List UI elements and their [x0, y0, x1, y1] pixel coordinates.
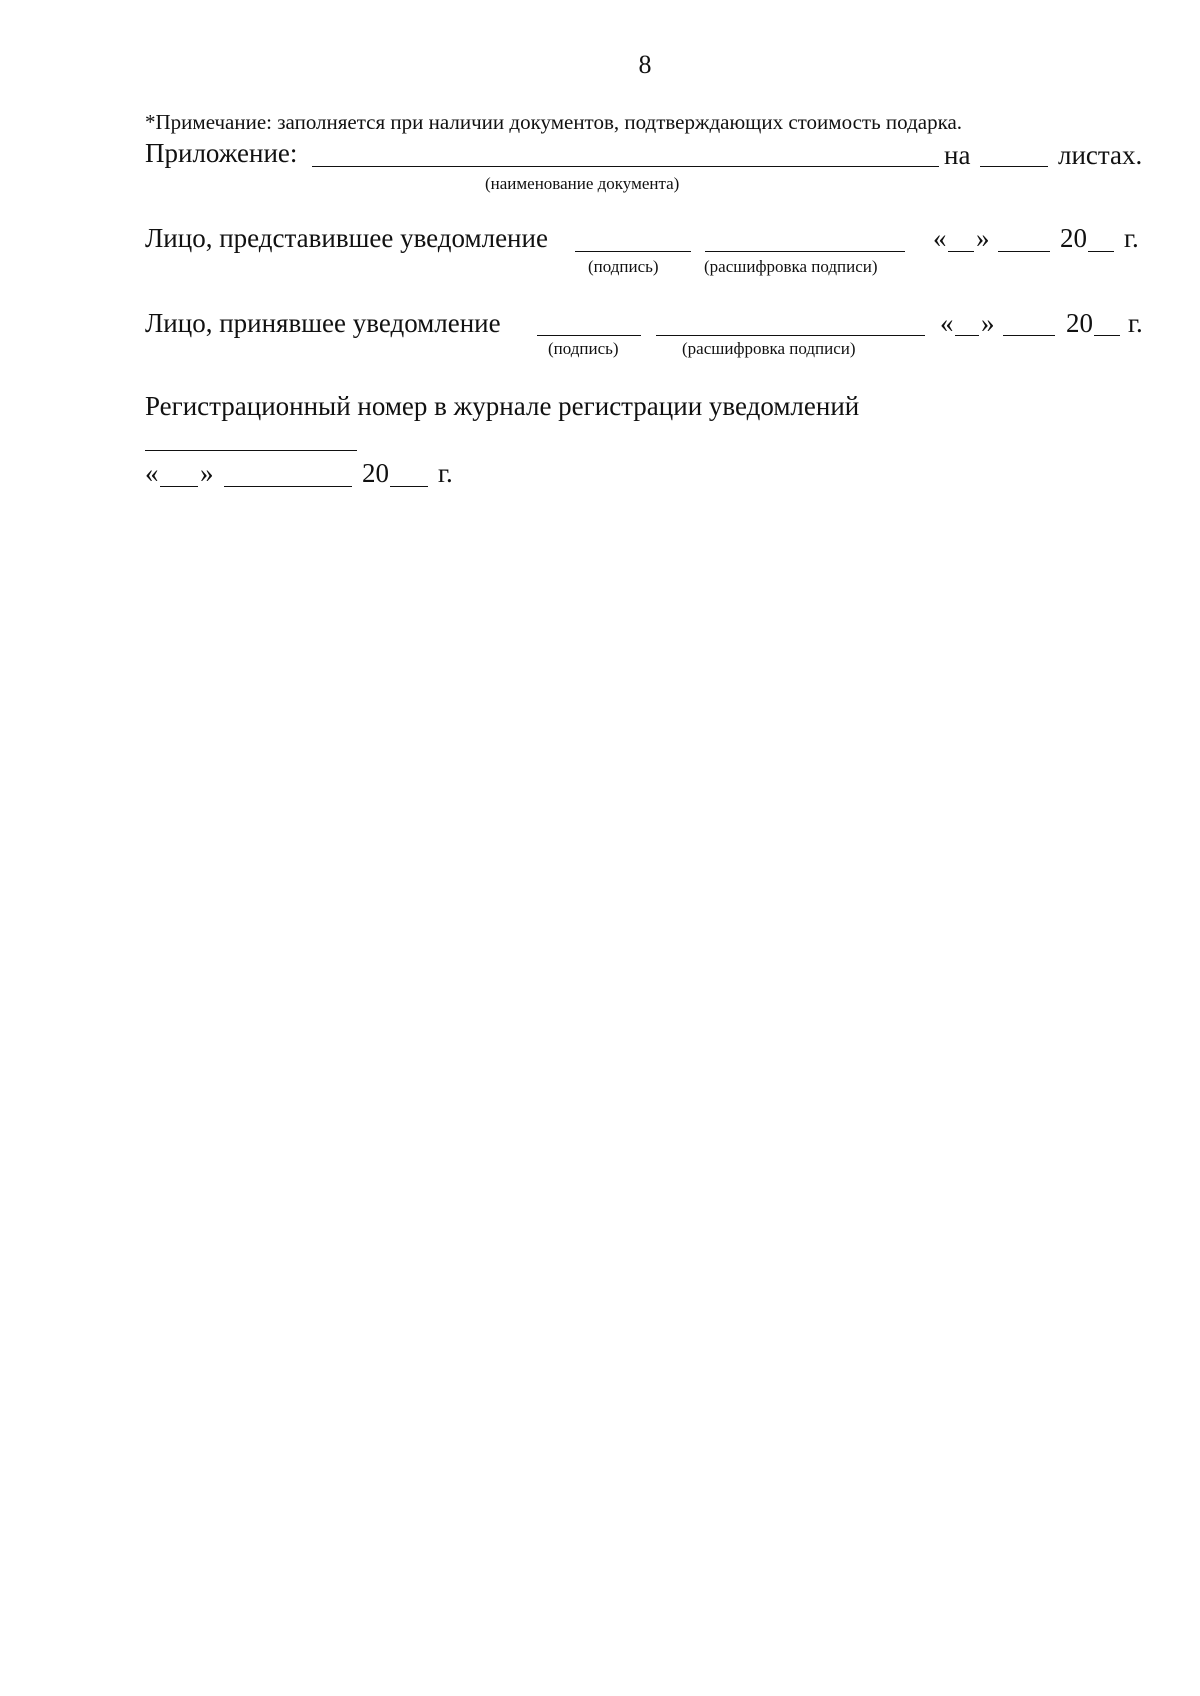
registration-year-field[interactable] [390, 486, 428, 487]
attachment-caption: (наименование документа) [485, 174, 680, 193]
page-number: 8 [638, 50, 652, 79]
note-text: *Примечание: заполняется при наличии документов, подтверждающих стоимость подарка. [145, 110, 963, 134]
registration-day-field[interactable] [160, 486, 198, 487]
receiver-decode-caption: (расшифровка подписи) [682, 339, 856, 358]
receiver-month-field[interactable] [1003, 335, 1055, 336]
registration-year-suffix: г. [438, 458, 453, 488]
attachment-sheets-label: листах. [1058, 140, 1143, 170]
submitter-month-field[interactable] [998, 251, 1050, 252]
registration-close-quote: » [200, 458, 214, 488]
attachment-on-label: на [944, 140, 971, 170]
attachment-sheets-field[interactable] [980, 166, 1048, 167]
submitter-year-prefix: 20 [1060, 223, 1087, 253]
submitter-year-field[interactable] [1088, 251, 1114, 252]
receiver-close-quote: » [981, 308, 995, 338]
submitter-label: Лицо, представившее уведомление [145, 223, 548, 253]
receiver-open-quote: « [940, 308, 954, 338]
receiver-year-field[interactable] [1094, 335, 1120, 336]
registration-label: Регистрационный номер в журнале регистрации уведомлений [145, 391, 860, 421]
receiver-day-field[interactable] [955, 335, 979, 336]
receiver-year-prefix: 20 [1066, 308, 1093, 338]
receiver-decode-field[interactable] [656, 335, 925, 336]
submitter-signature-field[interactable] [575, 251, 691, 252]
submitter-signature-caption: (подпись) [588, 257, 659, 276]
submitter-close-quote: » [976, 223, 990, 253]
submitter-day-field[interactable] [948, 251, 974, 252]
receiver-signature-field[interactable] [537, 335, 641, 336]
registration-number-field[interactable] [145, 450, 357, 451]
registration-open-quote: « [145, 458, 159, 488]
submitter-open-quote: « [933, 223, 947, 253]
receiver-year-suffix: г. [1128, 308, 1143, 338]
receiver-label: Лицо, принявшее уведомление [145, 308, 501, 338]
attachment-label: Приложение: [145, 138, 298, 168]
submitter-decode-field[interactable] [705, 251, 905, 252]
submitter-decode-caption: (расшифровка подписи) [704, 257, 878, 276]
registration-month-field[interactable] [224, 486, 352, 487]
submitter-year-suffix: г. [1124, 223, 1139, 253]
receiver-signature-caption: (подпись) [548, 339, 619, 358]
registration-year-prefix: 20 [362, 458, 389, 488]
attachment-document-field[interactable] [312, 166, 939, 167]
